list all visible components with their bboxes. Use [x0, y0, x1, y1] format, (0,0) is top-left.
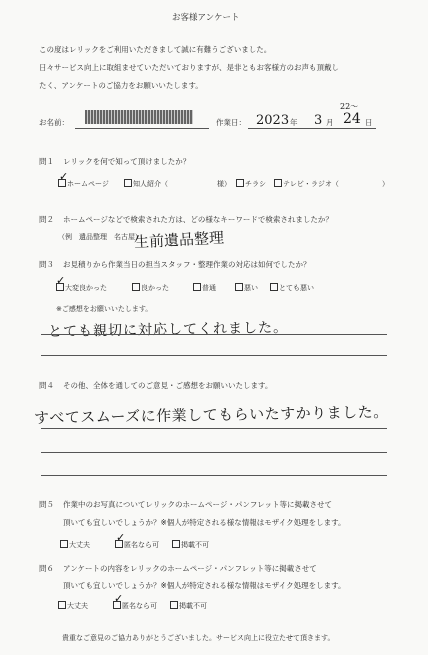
q1-label: 問１ — [39, 157, 54, 166]
checkbox-icon[interactable] — [236, 179, 244, 187]
checkbox-icon[interactable] — [60, 540, 68, 548]
q6-option-ok[interactable]: 大丈夫 — [58, 601, 88, 611]
q1-option-referral[interactable]: 知人紹介（ — [124, 179, 168, 189]
q3-handwritten-answer: とても親切に対応してくれました。 — [47, 319, 289, 341]
year-value: 2023 — [256, 113, 290, 128]
checkbox-icon[interactable] — [132, 283, 140, 291]
checkmark-icon: ✓ — [114, 592, 124, 605]
q3-comment-prompt: ※ご感想をお願いいたします。 — [56, 305, 153, 313]
q4-handwritten-answer: すべてスムーズに作業してもらいたすかりました。 — [33, 402, 389, 428]
q1-option-tv-radio[interactable]: テレビ・ラジオ（ — [274, 179, 339, 189]
q2-label: 問２ — [39, 215, 54, 224]
month-unit: 月 — [326, 118, 334, 127]
footer-thanks: 貴重なご意見のご協力ありがとうございました。サービス向上に役立たせて頂きます。 — [62, 634, 335, 642]
day-extra: 22〜 — [340, 102, 359, 111]
checkmark-icon: ✓ — [56, 274, 66, 287]
checkbox-icon[interactable] — [124, 179, 132, 187]
q1-option-homepage[interactable]: ホームページ — [58, 179, 109, 189]
q2-handwritten-answer: 生前遺品整理 — [133, 228, 225, 252]
checkbox-icon[interactable] — [274, 179, 282, 187]
intro-line-3: たく、アンケートのご協力をお願いいたします。 — [39, 81, 203, 90]
q6-option-not-allowed[interactable]: 掲載不可 — [170, 601, 207, 611]
survey-title: お客様アンケート — [172, 13, 240, 23]
checkmark-icon: ✓ — [59, 170, 69, 183]
checkbox-icon[interactable] — [172, 540, 180, 548]
q4-label: 問４ — [39, 381, 54, 390]
q1-text: レリックを何で知って頂けましたか？ — [63, 157, 191, 166]
checkbox-icon[interactable] — [235, 283, 243, 291]
day-unit: 日 — [365, 118, 373, 127]
q5-option-anonymous[interactable]: 匿名なら可 — [115, 540, 159, 550]
intro-line-1: この度はレリックをご利用いただきまして誠に有難うございました。 — [39, 45, 272, 54]
checkbox-icon[interactable] — [58, 601, 66, 609]
q1-option-referral-close: 様） — [217, 180, 231, 188]
q3-text: お見積りから作業当日の担当スタッフ・整理作業の対応は如何でしたか？ — [63, 260, 311, 269]
checkmark-icon: ✓ — [116, 531, 126, 544]
q3-option-normal[interactable]: 普通 — [193, 283, 216, 293]
q4-text: その他、全体を通してのご意見・ご感想をお願いいたします。 — [63, 381, 273, 390]
checkbox-icon[interactable] — [170, 601, 178, 609]
q3-label: 問３ — [39, 260, 54, 269]
q1-option-tv-radio-close: ） — [382, 180, 389, 188]
q2-text: ホームページなどで検索された方は、どの様なキーワードで検索されましたか？ — [63, 215, 333, 224]
day-value: 24 — [343, 111, 361, 127]
q5-text-2: 頂いても宜しいでしょうか？※個人が特定される様な情報はモザイク処理をします。 — [63, 518, 346, 527]
q5-label: 問５ — [39, 500, 54, 509]
year-unit: 年 — [290, 118, 298, 127]
intro-line-2: 日々サービス向上に取組ませていただいておりますが、是非ともお客様方のお声も頂戴し — [39, 63, 339, 72]
q6-label: 問６ — [39, 564, 54, 573]
q2-example: （例 遺品整理 名古屋） — [58, 233, 142, 241]
q6-text-2: 頂いても宜しいでしょうか？※個人が特定される様な情報はモザイク処理をします。 — [63, 581, 346, 590]
q3-option-bad[interactable]: 悪い — [235, 283, 258, 293]
name-label: お名前： — [39, 118, 69, 127]
work-date-label: 作業日： — [216, 118, 246, 127]
q1-option-flyer[interactable]: チラシ — [236, 179, 266, 189]
redacted-name — [85, 110, 193, 124]
q5-text: 作業中のお写真についてレリックのホームページ・パンフレット等に掲載させて — [63, 500, 333, 509]
q6-option-anonymous[interactable]: 匿名なら可 — [113, 601, 157, 611]
q5-option-not-allowed[interactable]: 掲載不可 — [172, 540, 209, 550]
checkbox-icon[interactable] — [270, 283, 278, 291]
q5-option-ok[interactable]: 大丈夫 — [60, 540, 90, 550]
q6-text: アンケートの内容をレリックのホームページ・パンフレット等に掲載させて — [63, 564, 317, 573]
checkbox-icon[interactable] — [193, 283, 201, 291]
q3-option-very-good[interactable]: 大変良かった — [56, 283, 107, 293]
month-value: 3 — [314, 113, 323, 128]
q3-option-very-bad[interactable]: とても悪い — [270, 283, 314, 293]
q3-option-good[interactable]: 良かった — [132, 283, 169, 293]
